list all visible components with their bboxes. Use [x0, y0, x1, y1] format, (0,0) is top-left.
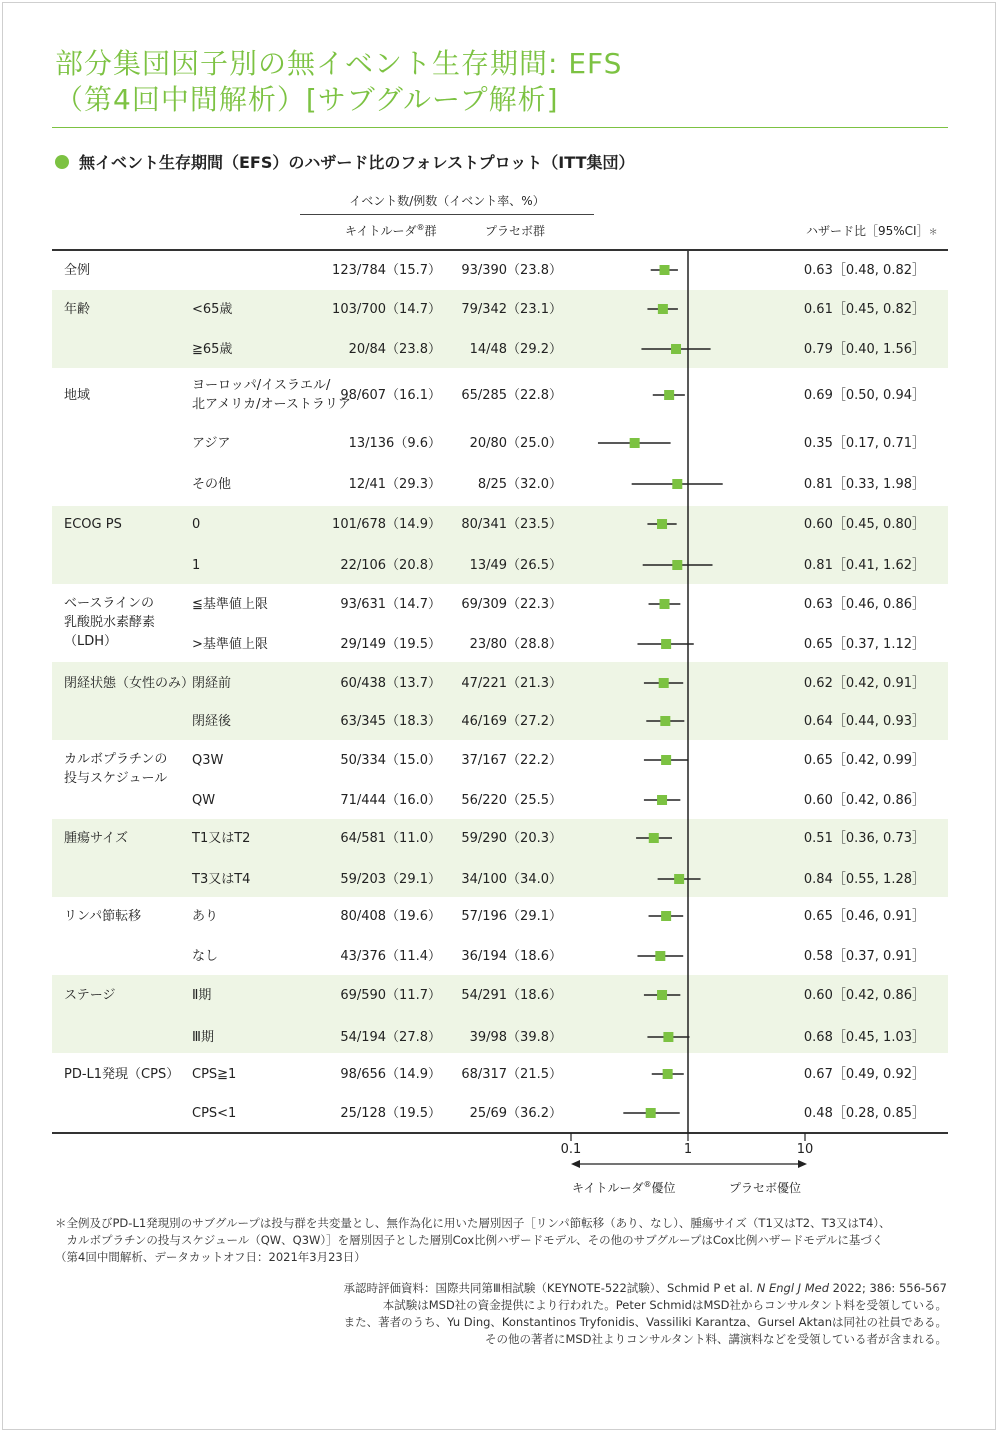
group-label: リンパ節転移 [64, 909, 142, 924]
registered-mark: ® [416, 223, 425, 232]
subgroup-label: アジア [192, 436, 231, 451]
keytruda-events: 12/41（29.3） [348, 477, 441, 492]
footnote-line-3: （第4回中間解析、データカットオフ日：2021年3月23日） [55, 1250, 366, 1264]
subgroup-label: Ⅱ期 [192, 988, 212, 1003]
group-label: ベースラインの [64, 596, 154, 611]
subgroup-label: Ⅲ期 [192, 1030, 214, 1045]
table-top-rule [52, 249, 948, 251]
keytruda-events: 13/136（9.6） [348, 436, 441, 451]
hazard-ratio-value: 0.81［0.41, 1.62］ [803, 558, 925, 573]
bullet-dot-icon [55, 155, 69, 169]
reference-journal: N Engl J Med [756, 1281, 830, 1295]
subgroup-label: 閉経後 [192, 714, 232, 729]
hazard-ratio-value: 0.60［0.42, 0.86］ [803, 988, 925, 1003]
keytruda-events: 50/334（15.0） [340, 753, 441, 768]
placebo-events: 36/194（18.6） [461, 949, 562, 964]
section-heading-text: 無イベント生存期間（EFS）のハザード比のフォレストプロット（ITT集団） [79, 153, 635, 172]
placebo-column-header: プラセボ群 [485, 224, 546, 238]
keytruda-events: 63/345（18.3） [340, 714, 441, 729]
group-label: 年齢 [64, 302, 91, 317]
hazard-ratio-value: 0.60［0.45, 0.80］ [803, 517, 925, 532]
placebo-events: 79/342（23.1） [461, 302, 562, 317]
title-divider [52, 127, 948, 128]
group-label: カルボプラチンの [64, 752, 168, 767]
keytruda-events: 71/444（16.0） [340, 793, 441, 808]
placebo-events: 80/341（23.5） [461, 517, 562, 532]
page-title [55, 46, 622, 118]
title-line-2: （第4回中間解析）[サブグループ解析] [55, 83, 559, 116]
hazard-ratio-value: 0.35［0.17, 0.71］ [803, 436, 925, 451]
reference-line-4: その他の著者にMSD社よりコンサルタント料、講演料などを受領している者が含まれる。 [484, 1332, 947, 1346]
subgroup-label: T3又はT4 [192, 872, 251, 887]
placebo-events: 57/196（29.1） [461, 909, 562, 924]
reference-line-1-prefix: 承認時評価資料：国際共同第Ⅲ相試験（KEYNOTE-522試験）、Schmid P et al. [343, 1281, 757, 1295]
favors-keytruda-text: キイトルーダ [572, 1181, 644, 1195]
keytruda-events: 101/678（14.9） [332, 517, 441, 532]
hazard-ratio-value: 0.68［0.45, 1.03］ [803, 1030, 925, 1045]
subgroup-label: Q3W [192, 753, 224, 768]
hr-column-header [806, 222, 938, 239]
keytruda-events: 25/128（19.5） [340, 1106, 441, 1121]
table-bottom-rule [52, 1132, 948, 1134]
keytruda-events: 64/581（11.0） [340, 831, 441, 846]
footnote-line-2: カルボプラチンの投与スケジュール（QW、Q3W）］を層別因子とした層別Cox比例ハザードモデル、その他のサブグループはCox比例ハザードモデルに基づく [55, 1233, 884, 1247]
hazard-ratio-value: 0.65［0.37, 1.12］ [803, 637, 925, 652]
placebo-events: 34/100（34.0） [461, 872, 562, 887]
placebo-events: 56/220（25.5） [461, 793, 562, 808]
placebo-events: 23/80（28.8） [469, 637, 562, 652]
reference-block [344, 1280, 948, 1348]
keytruda-events: 29/149（19.5） [340, 637, 441, 652]
group-label: 腫瘍サイズ [64, 831, 128, 846]
subgroup-label: ≦基準値上限 [192, 597, 268, 612]
keytruda-events: 59/203（29.1） [340, 872, 441, 887]
group-label: 地域 [64, 388, 91, 403]
axis-tick-label-1: 1 [683, 1142, 693, 1157]
event-group-rule [300, 214, 594, 215]
subgroup-label: ヨーロッパ/イスラエル/ [192, 378, 331, 393]
placebo-events: 39/98（39.8） [469, 1030, 562, 1045]
group-label-line-2: 乳酸脱水素酵素 [64, 615, 156, 630]
reference-line-3: また、著者のうち、Yu Ding、Konstantinos Tryfonidis、Vassiliki Karantza、Gursel Aktanは同社の社員である。 [343, 1315, 947, 1329]
hazard-ratio-value: 0.65［0.42, 0.99］ [803, 753, 925, 768]
keytruda-events: 69/590（11.7） [340, 988, 441, 1003]
group-label: PD-L1発現（CPS） [64, 1067, 180, 1082]
footnote [55, 1215, 891, 1266]
subgroup-label: >基準値上限 [192, 637, 268, 652]
axis-tick-label-0.1: 0.1 [560, 1142, 582, 1157]
keytruda-events: 123/784（15.7） [332, 263, 441, 278]
subgroup-label: その他 [192, 477, 232, 492]
placebo-events: 54/291（18.6） [461, 988, 562, 1003]
subgroup-label: <65歳 [192, 302, 233, 317]
keytruda-events: 80/408（19.6） [340, 909, 441, 924]
hazard-ratio-value: 0.63［0.46, 0.86］ [803, 597, 925, 612]
subgroup-label: ≧65歳 [192, 342, 233, 357]
subgroup-label: QW [192, 793, 216, 808]
placebo-events: 37/167（22.2） [461, 753, 562, 768]
group-label: 全例 [64, 263, 91, 278]
group-label: 閉経状態（女性のみ） [64, 676, 195, 691]
hazard-ratio-value: 0.65［0.46, 0.91］ [803, 909, 925, 924]
hazard-ratio-value: 0.62［0.42, 0.91］ [803, 676, 925, 691]
hazard-ratio-value: 0.69［0.50, 0.94］ [803, 388, 925, 403]
hazard-ratio-value: 0.58［0.37, 0.91］ [803, 949, 925, 964]
hazard-ratio-value: 0.51［0.36, 0.73］ [803, 831, 925, 846]
hr-header-note: ＊ [928, 228, 938, 238]
group-label: ステージ [64, 988, 116, 1003]
keytruda-events: 98/656（14.9） [340, 1067, 441, 1082]
axis-tick-label-10: 10 [796, 1142, 814, 1157]
favors-keytruda-mark: ® [643, 1180, 652, 1189]
keytruda-events: 93/631（14.7） [340, 597, 441, 612]
hazard-ratio-value: 0.84［0.55, 1.28］ [803, 872, 925, 887]
keytruda-events: 43/376（11.4） [340, 949, 441, 964]
group-label: ECOG PS [64, 517, 122, 532]
hazard-ratio-value: 0.67［0.49, 0.92］ [803, 1067, 925, 1082]
keytruda-events: 60/438（13.7） [340, 676, 441, 691]
placebo-events: 13/49（26.5） [469, 558, 562, 573]
placebo-events: 20/80（25.0） [469, 436, 562, 451]
reference-line-1 [344, 1280, 948, 1297]
subgroup-label: 0 [192, 517, 201, 532]
hazard-ratio-value: 0.61［0.45, 0.82］ [803, 302, 925, 317]
keytruda-events: 54/194（27.8） [340, 1030, 441, 1045]
keytruda-events: 20/84（23.8） [348, 342, 441, 357]
placebo-events: 25/69（36.2） [469, 1106, 562, 1121]
subgroup-label: 1 [192, 558, 201, 573]
section-heading [55, 150, 634, 173]
reference-line-2: 本試験はMSD社の資金提供により行われた。Peter SchmidはMSD社からコンサルタント料を受領している。 [382, 1298, 947, 1312]
group-label-line-2: 投与スケジュール [64, 771, 168, 786]
placebo-events: 59/290（20.3） [461, 831, 562, 846]
hazard-ratio-value: 0.64［0.44, 0.93］ [803, 714, 925, 729]
keytruda-events: 22/106（20.8） [340, 558, 441, 573]
keytruda-column-header [345, 222, 437, 239]
hazard-ratio-value: 0.60［0.42, 0.86］ [803, 793, 925, 808]
subgroup-label: T1又はT2 [192, 831, 251, 846]
placebo-events: 46/169（27.2） [461, 714, 562, 729]
placebo-events: 47/221（21.3） [461, 676, 562, 691]
hazard-ratio-value: 0.63［0.48, 0.82］ [803, 263, 925, 278]
subgroup-label: CPS≧1 [192, 1067, 237, 1082]
subgroup-label-line-2: 北アメリカ/オーストラリア [192, 397, 351, 412]
placebo-events: 65/285（22.8） [461, 388, 562, 403]
placebo-events: 93/390（23.8） [461, 263, 562, 278]
hazard-ratio-value: 0.48［0.28, 0.85］ [803, 1106, 925, 1121]
hazard-ratio-value: 0.79［0.40, 1.56］ [803, 342, 925, 357]
placebo-events: 8/25（32.0） [477, 477, 562, 492]
favors-placebo-label: プラセボ優位 [729, 1181, 802, 1195]
keytruda-header-text: キイトルーダ [345, 224, 417, 238]
title-line-1: 部分集団因子別の無イベント生存期間: EFS [55, 47, 623, 80]
reference-line-1-suffix: 2022; 386: 556-567 [829, 1281, 947, 1295]
favors-keytruda-label [572, 1179, 676, 1196]
subgroup-label: 閉経前 [192, 676, 232, 691]
favors-keytruda-suffix: 優位 [651, 1181, 676, 1195]
keytruda-events: 98/607（16.1） [340, 388, 441, 403]
hr-header-text: ハザード比［95%CI］ [806, 224, 929, 238]
subgroup-label: CPS<1 [192, 1106, 237, 1121]
placebo-events: 69/309（22.3） [461, 597, 562, 612]
group-label-line-3: （LDH） [64, 634, 118, 649]
event-group-header: イベント数/例数（イベント率、%） [349, 194, 545, 208]
placebo-events: 68/317（21.5） [461, 1067, 562, 1082]
keytruda-events: 103/700（14.7） [332, 302, 441, 317]
placebo-events: 14/48（29.2） [469, 342, 562, 357]
keytruda-header-suffix: 群 [424, 224, 437, 238]
hazard-ratio-value: 0.81［0.33, 1.98］ [803, 477, 925, 492]
subgroup-label: なし [192, 949, 219, 964]
subgroup-label: あり [192, 909, 219, 924]
footnote-line-1: ＊全例及びPD-L1発現別のサブグループは投与群を共変量とし、無作為化に用いた層別因子［リンパ節転移（あり、なし）、腫瘍サイズ（T1又はT2、T3又はT4）、 [55, 1216, 891, 1230]
